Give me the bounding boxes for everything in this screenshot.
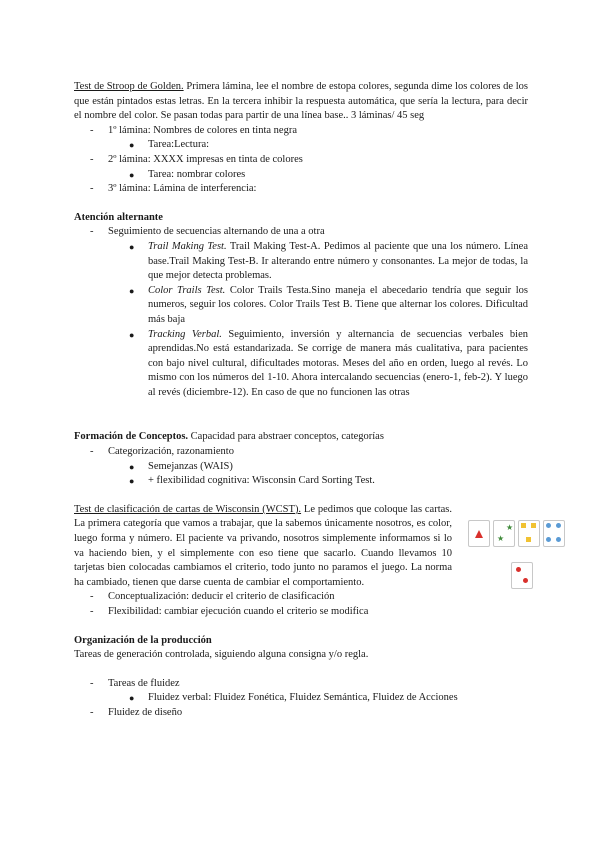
spacer [74, 400, 528, 430]
list-item: - 1º lámina: Nombres de colores en tinta negra [74, 124, 528, 139]
list-item: - Flexibilidad: cambiar ejecución cuando el criterio se modifica [74, 605, 528, 620]
list-item: ● Trail Making Test. Trail Making Test-A. Pedimos al paciente que una los número. Línea base.Trail Making Test-B. Ir alterando entre número y consonantes. La mejor de todas, la que mejor detecta problemas. [129, 240, 528, 282]
yellow-mark-icon [531, 523, 536, 528]
circle-icon [546, 537, 551, 542]
card-yellow-crosses [518, 520, 540, 547]
card-green-stars [493, 520, 515, 547]
bullet-marker: ● [129, 241, 135, 252]
bullet-marker: ● [129, 329, 135, 340]
list-item: ● Tarea: nombrar colores [74, 168, 528, 183]
bullet-marker: ● [129, 140, 135, 151]
list-item: ● + flexibilidad cognitiva: Wisconsin Card Sorting Test. [74, 474, 528, 489]
star-icon: ★ [497, 534, 505, 543]
list-item: ● Tarea:Lectura: [74, 138, 528, 153]
circle-icon [556, 537, 561, 542]
list-item: ● Tracking Verbal. Seguimiento, inversión y alternancia de secuencias verbales bien aprendidas.No está estandarizada. Se corrige de manera más cualitativa, para pacientes con bajo nivel cultural, dificultades motoras. Meses del año en orden, luego al revés. Lo mismo con los números del 1-10. Ahora intercalando secuencias (enero-1, feb-2). Y luego al revés (diciembre-12). En caso de que no funcionen las otras [129, 328, 529, 398]
dash-marker: - [90, 183, 94, 195]
circle-icon [516, 567, 521, 572]
yellow-mark-icon [521, 523, 526, 528]
spacer [74, 620, 528, 634]
stroop-title: Test de Stroop de Golden. [74, 81, 184, 92]
yellow-mark-icon [526, 537, 531, 542]
list-item: ● Color Trails Test. Color Trails Testa.Sino maneja el abecedario tendría que seguir los numeros, seguir los colores. Color Trails Test B. Tiene que alternar los colores. Dificultad más baja [129, 284, 528, 325]
spacer [74, 489, 528, 503]
dash-marker: - [90, 124, 94, 136]
bullet-marker: ● [129, 169, 135, 180]
dash-marker: - [90, 677, 94, 689]
wcst-title: Test de clasificación de cartas de Wisconsin (WCST). [74, 503, 302, 515]
list-item: - Fluidez de diseño [74, 706, 528, 721]
dash-marker: - [90, 606, 94, 617]
list-item: - 3º lámina: Lámina de interferencia: [74, 182, 528, 197]
list-item: - Conceptualización: deducir el criterio de clasificación [74, 590, 528, 605]
dash-marker: - [90, 226, 94, 238]
section-heading-atencion: Atención alternante [74, 211, 163, 223]
section-heading-formacion: Formación de Conceptos. [74, 431, 189, 443]
bullet-marker: ● [129, 476, 135, 487]
triangle-icon [475, 530, 483, 538]
wcst-paragraph: Test de clasificación de cartas de Wisconsin (WCST). Le pedimos que coloque las cartas. La primera categoría que vamos a trabajar, que la sabemos únicamente nosotros, es color, luego forma y número. El paciente va privando, nosotros simplemente informamos si lo va haciendo bien, y el simplemente con eso tiene que sacarlo. Cuando llevamos 10 tarjetas bien colocadas cambiamos el criterio, todo junto no paramos el juego. La norma ha cambiado, tienen que darse cuenta de cambiar el comportamiento. [74, 503, 452, 588]
section-heading-organizacion: Organización de la producción [74, 634, 212, 646]
star-icon: ★ [506, 523, 514, 532]
circle-icon [556, 523, 561, 528]
dash-marker: - [90, 706, 94, 718]
tracking-name: Tracking Verbal. [148, 328, 222, 340]
list-item: - 2º lámina: XXXX impresas en tinta de colores [74, 153, 528, 168]
dash-marker: - [90, 153, 94, 165]
list-item: ● Semejanzas (WAIS) [74, 460, 528, 475]
stroop-paragraph [74, 80, 528, 124]
color-trails-name: Color Trails Test. [148, 284, 226, 296]
list-item: - Tareas de fluidez [74, 677, 528, 692]
trail-name: Trail Making Test. [148, 240, 227, 252]
bullet-marker: ● [129, 693, 135, 704]
spacer [74, 197, 528, 211]
dash-marker: - [90, 446, 94, 458]
bullet-marker: ● [129, 285, 135, 296]
card-red-circles [511, 562, 533, 589]
circle-icon [546, 523, 551, 528]
wisconsin-cards-illustration [468, 520, 568, 595]
card-red-triangle [468, 520, 490, 547]
list-item: ● Fluidez verbal: Fluidez Fonética, Fluidez Semántica, Fluidez de Acciones [74, 691, 528, 706]
spacer [74, 663, 528, 677]
circle-icon [523, 578, 528, 583]
list-item: - Seguimiento de secuencias alternando de una a otra [74, 225, 528, 240]
bullet-marker: ● [129, 461, 135, 472]
document-page [74, 80, 528, 721]
organizacion-intro: Tareas de generación controlada, siguiendo alguna consigna y/o regla. [74, 649, 369, 661]
formacion-paragraph: Formación de Conceptos. Capacidad para abstraer conceptos, categorías [74, 431, 384, 443]
stroop-text: Primera lámina, lee el nombre de estopa colores, segunda dime los colores de los que están pintados estas letras. En la tercera inhibir la respuesta automática, que sería la lectura, para decir el nombre del color. Se pasan todas para partir de una línea base.. 3 láminas/ 45 seg [74, 81, 528, 122]
card-blue-circles [543, 520, 565, 547]
dash-marker: - [90, 591, 94, 603]
list-item: - Categorización, razonamiento [74, 445, 528, 460]
